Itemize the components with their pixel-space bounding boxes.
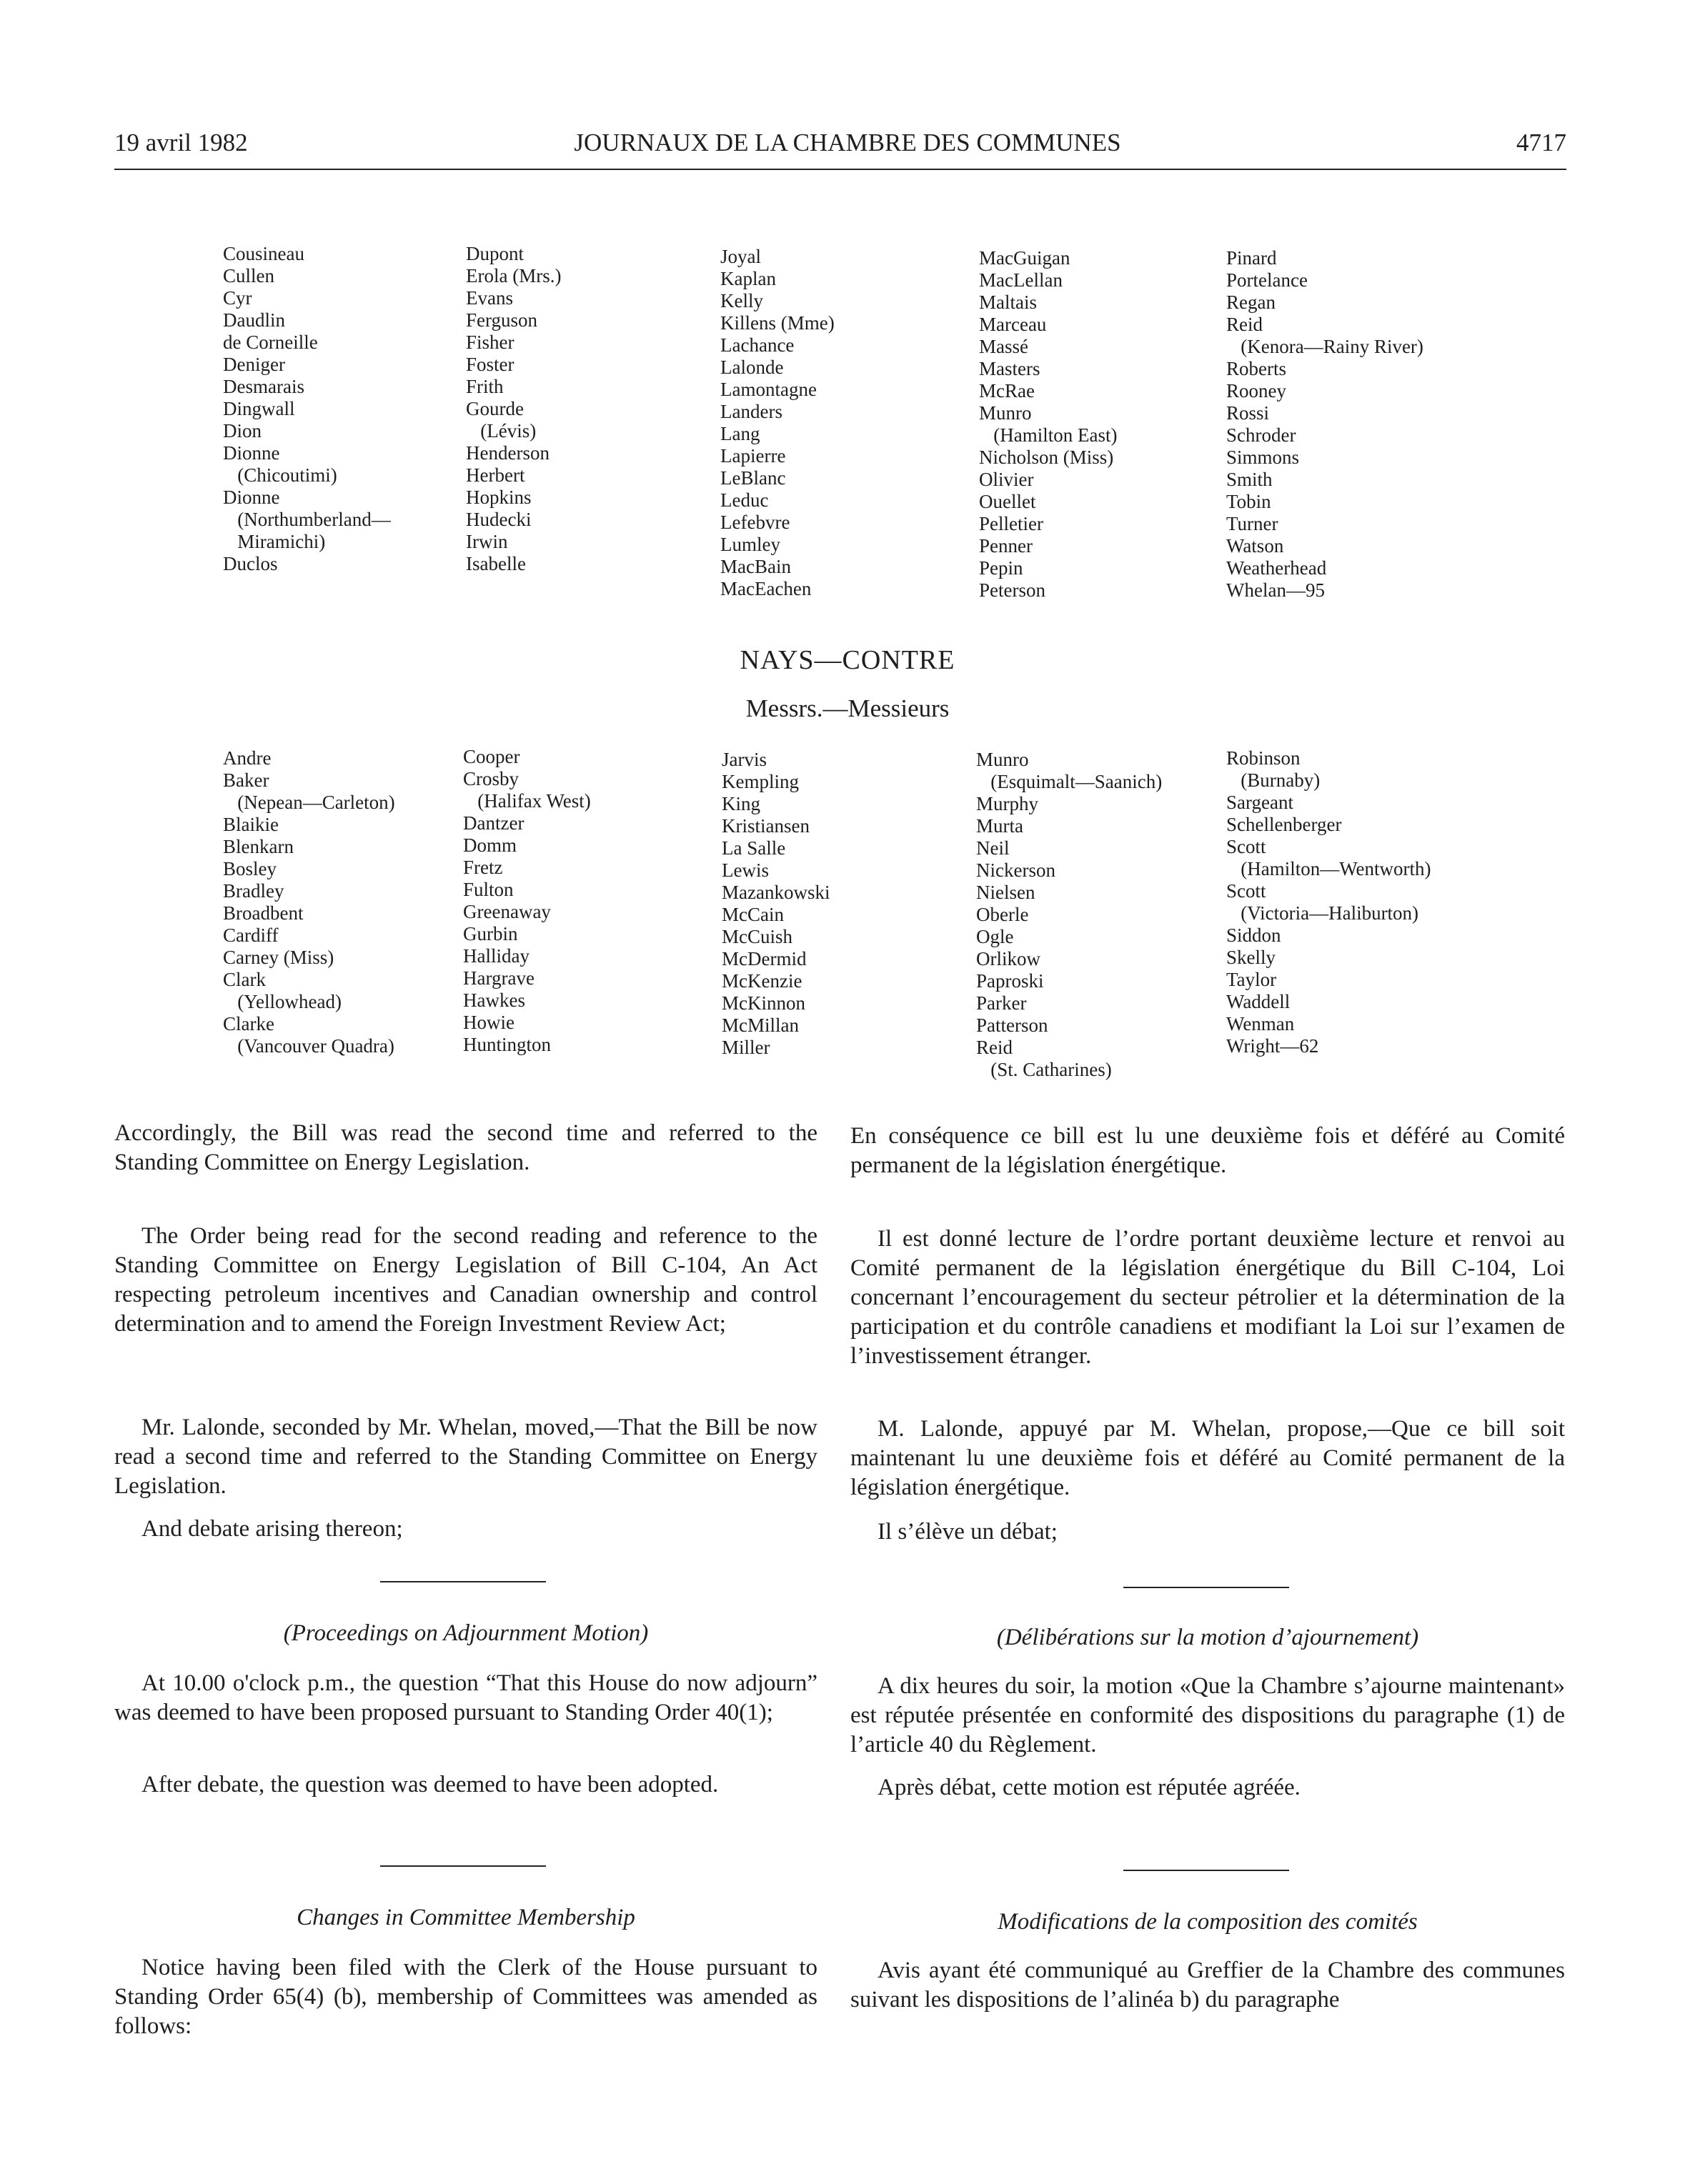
member-name: Scott [1226,836,1266,857]
member-name: Dantzer [463,812,525,834]
member-name: Bradley [223,880,284,902]
member-name: Gurbin [463,923,518,944]
member-name: Marceau [979,314,1047,335]
member-name: Neil [976,837,1010,859]
nays-heading: NAYS—CONTRE [740,645,955,675]
member-name: Tobin [1226,491,1271,512]
member-name: Watson [1226,535,1284,557]
member-name: Dion [223,420,262,442]
member-name: Herbert [466,464,525,486]
member-name: Regan [1226,291,1276,313]
member-name: Erola (Mrs.) [466,265,562,286]
member-name: Blaikie [223,814,279,835]
member-name: Lewis [722,859,769,881]
member-name: Skelly [1226,947,1276,968]
member-name: Wenman [1226,1013,1295,1034]
member-name: Cousineau [223,243,304,264]
member-name: Hudecki [466,509,532,530]
member-name: Schroder [1226,424,1296,446]
member-name: Parker [976,992,1027,1014]
member-name: Murphy [976,793,1038,814]
member-name: (Kenora—Rainy River) [1226,336,1423,357]
member-name: McCain [722,904,784,925]
member-name: Rooney [1226,380,1286,402]
en-paragraph-bill-referred: Accordingly, the Bill was read the second time and referred to the Standing Committee on Energy Legislation. [114,1120,817,1175]
member-name: Foster [466,354,515,375]
en-heading-adjournment: (Proceedings on Adjournment Motion) [283,1620,649,1646]
member-name: Crosby [463,768,520,789]
member-name: Greenaway [463,901,551,922]
member-name: Hargrave [463,967,535,989]
member-name: Domm [463,834,517,856]
member-name: La Salle [722,837,786,859]
member-name: Huntington [463,1034,552,1055]
en-paragraph-debate: And debate arising thereon; [141,1516,403,1542]
member-name: Hopkins [466,487,532,508]
nays-column-5 [1226,747,1431,1057]
member-name: Fulton [463,879,514,900]
member-name: (Victoria—Haliburton) [1226,902,1419,924]
en-paragraph-adjournment: At 10.00 o'clock p.m., the question “That this House do now adjourn” was deemed to have been proposed pursuant to Standing Order 40(1); [114,1670,817,1725]
member-name: Kelly [720,290,763,311]
member-name: Leduc [720,489,769,511]
yeas-column-5 [1226,247,1423,602]
member-name: Kempling [722,771,799,792]
member-name: (Hamilton—Wentworth) [1226,858,1431,879]
member-name: Gourde [466,398,524,419]
member-name: McKinnon [722,992,805,1014]
member-name: Broadbent [223,902,304,924]
member-name: Fretz [463,857,503,878]
member-name: Ouellet [979,491,1036,512]
member-name: Killens (Mme) [720,312,835,334]
member-name: Whelan—95 [1226,579,1325,601]
member-name: Smith [1226,469,1273,490]
member-name: Henderson [466,442,550,464]
member-name: McRae [979,380,1035,402]
fr-separator-2 [1123,1870,1289,1871]
member-name: Portelance [1226,269,1308,291]
member-name: Wright—62 [1226,1035,1319,1057]
member-name: Nicholson (Miss) [979,447,1114,468]
nays-column-4 [976,749,1162,1081]
page-number: 4717 [1516,129,1566,156]
member-name: Ferguson [466,309,538,331]
member-name: Hawkes [463,989,525,1011]
member-name: Roberts [1226,358,1286,379]
member-name: Isabelle [466,553,526,574]
member-name: Dionne [223,487,280,508]
member-name: Rossi [1226,402,1270,424]
member-name: Miramichi) [223,531,326,552]
member-name: Andre [223,747,272,769]
member-name: MacBain [720,556,791,577]
member-name: Bosley [223,858,277,879]
en-paragraph-adopted: After debate, the question was deemed to have been adopted. [141,1772,719,1797]
member-name: Joyal [720,246,761,267]
header-date: 19 avril 1982 [114,129,248,156]
member-name: MacEachen [720,578,812,599]
yeas-column-4 [979,247,1117,602]
member-name: Reid [1226,314,1263,335]
member-name: Maltais [979,291,1037,313]
member-name: Peterson [979,579,1045,601]
member-name: Lapierre [720,445,786,467]
member-name: MacGuigan [979,247,1070,269]
member-name: Lang [720,423,760,444]
member-name: Simmons [1226,447,1300,468]
member-name: Taylor [1226,969,1277,990]
member-name: Kristiansen [722,815,810,837]
member-name: Robinson [1226,747,1301,769]
member-name: Dionne [223,442,280,464]
en-separator-2 [380,1865,546,1867]
member-name: (Northumberland— [223,509,391,530]
member-name: Cyr [223,287,252,309]
member-name: (Halifax West) [463,790,591,812]
member-name: Miller [722,1037,770,1058]
member-name: Clarke [223,1013,274,1034]
member-name: Reid [976,1037,1013,1058]
en-paragraph-motion: Mr. Lalonde, seconded by Mr. Whelan, moved,—That the Bill be now read a second time and referred to the Standing Committee on Energy Legislation. [114,1415,817,1499]
header-rule [114,169,1566,170]
fr-heading-adjournment: (Délibérations sur la motion d’ajournement) [996,1625,1419,1650]
member-name: Scott [1226,880,1266,902]
member-name: Desmarais [223,376,304,397]
yeas-column-1 [223,243,391,575]
journal-title: JOURNAUX DE LA CHAMBRE DES COMMUNES [574,129,1121,156]
member-name: Pepin [979,557,1023,579]
member-name: de Corneille [223,331,318,353]
member-name: Irwin [466,531,508,552]
member-name: Ogle [976,926,1014,947]
en-paragraph-notice: Notice having been filed with the Clerk of the House pursuant to Standing Order 65(4) (b), membership of Committees was amended as follows: [114,1955,817,2039]
member-name: Duclos [223,553,278,574]
member-name: Fisher [466,331,515,353]
member-name: Orlikow [976,948,1040,969]
member-name: Munro [976,749,1029,770]
member-name: Cullen [223,265,274,286]
fr-heading-committee-changes: Modifications de la composition des comités [998,1909,1418,1935]
member-name: King [722,793,760,814]
member-name: Weatherhead [1226,557,1327,579]
member-name: Pelletier [979,513,1043,534]
member-name: (Burnaby) [1226,769,1321,791]
member-name: MacLellan [979,269,1063,291]
member-name: Penner [979,535,1033,557]
yeas-column-2 [466,243,561,575]
member-name: Deniger [223,354,285,375]
member-name: (Chicoutimi) [223,464,337,486]
member-name: Siddon [1226,924,1281,946]
member-name: Oberle [976,904,1029,925]
member-name: Lefebvre [720,512,790,533]
member-name: Daudlin [223,309,285,331]
member-name: Jarvis [722,749,767,770]
member-name: LeBlanc [720,467,786,489]
yeas-column-3 [720,246,835,600]
nays-column-1 [223,747,395,1057]
member-name: Lamontagne [720,379,817,400]
member-name: Nielsen [976,882,1035,903]
member-name: Frith [466,376,504,397]
member-name: (Hamilton East) [979,424,1118,446]
member-name: Masters [979,358,1040,379]
member-name: Blenkarn [223,836,294,857]
member-name: Kaplan [720,268,776,289]
member-name: Schellenberger [1226,814,1342,835]
en-separator-1 [380,1581,546,1582]
fr-separator-1 [1123,1587,1289,1588]
fr-paragraph-motion: M. Lalonde, appuyé par M. Whelan, propose,—Que ce bill soit maintenant lu une deuxième fois et déféré au Comité permanent de la législation énergétique. [850,1416,1565,1500]
member-name: (Esquimalt—Saanich) [976,771,1163,792]
member-name: (Lévis) [466,420,537,442]
member-name: McMillan [722,1014,799,1036]
member-name: Baker [223,769,269,791]
member-name: McCuish [722,926,793,947]
fr-paragraph-notice: Avis ayant été communiqué au Greffier de la Chambre des communes suivant les dispositions de l’alinéa b) du paragraphe [850,1958,1565,2013]
member-name: Evans [466,287,513,309]
nays-subheading: Messrs.—Messieurs [745,694,950,722]
member-name: Halliday [463,945,530,967]
member-name: McKenzie [722,970,802,992]
fr-paragraph-bill-referred: En conséquence ce bill est lu une deuxième fois et déféré au Comité permanent de la législation énergétique. [850,1123,1565,1178]
member-name: McDermid [722,948,807,969]
member-name: Murta [976,815,1023,837]
nays-column-2 [463,746,591,1056]
member-name: Dupont [466,243,524,264]
member-name: Dingwall [223,398,295,419]
member-name: Cardiff [223,924,279,946]
member-name: Cooper [463,746,520,767]
member-name: Patterson [976,1014,1048,1036]
member-name: (St. Catharines) [976,1059,1112,1080]
member-name: Massé [979,336,1028,357]
member-name: Paproski [976,970,1044,992]
member-name: Carney (Miss) [223,947,334,968]
member-name: Waddell [1226,991,1291,1012]
en-heading-committee-changes: Changes in Committee Membership [297,1905,635,1930]
member-name: (Vancouver Quadra) [223,1035,394,1057]
member-name: Howie [463,1012,515,1033]
member-name: Nickerson [976,859,1055,881]
fr-paragraph-order-read: Il est donné lecture de l’ordre portant deuxième lecture et renvoi au Comité permanent de la législation énergétique du Bill C-104, Loi concernant l’encouragement du secteur pétrolier et la détermination de la participation et du contrôle canadiens et modifiant la Loi sur l’examen de l’investissement étranger. [850,1226,1565,1369]
nays-column-3 [722,749,830,1059]
member-name: Pinard [1226,247,1277,269]
member-name: (Yellowhead) [223,991,342,1012]
fr-paragraph-adjournment: A dix heures du soir, la motion «Que la Chambre s’ajourne maintenant» est réputée présentée en conformité des dispositions du paragraphe (1) de l’article 40 du Règlement. [850,1673,1565,1757]
fr-paragraph-adopted: Après débat, cette motion est réputée agréée. [878,1775,1301,1800]
member-name: Landers [720,401,782,422]
member-name: Lalonde [720,356,784,378]
member-name: Turner [1226,513,1278,534]
en-paragraph-order-read: The Order being read for the second reading and reference to the Standing Committee on Energy Legislation of Bill C-104, An Act respecting petroleum incentives and Canadian ownership and control determination and to amend the Foreign Investment Review Act; [114,1223,817,1337]
fr-paragraph-debate: Il s’élève un débat; [878,1519,1058,1545]
member-name: Sargeant [1226,792,1293,813]
member-name: (Nepean—Carleton) [223,792,395,813]
member-name: Mazankowski [722,882,830,903]
member-name: Clark [223,969,266,990]
member-name: Lachance [720,334,795,356]
member-name: Olivier [979,469,1034,490]
member-name: Munro [979,402,1032,424]
member-name: Lumley [720,534,780,555]
